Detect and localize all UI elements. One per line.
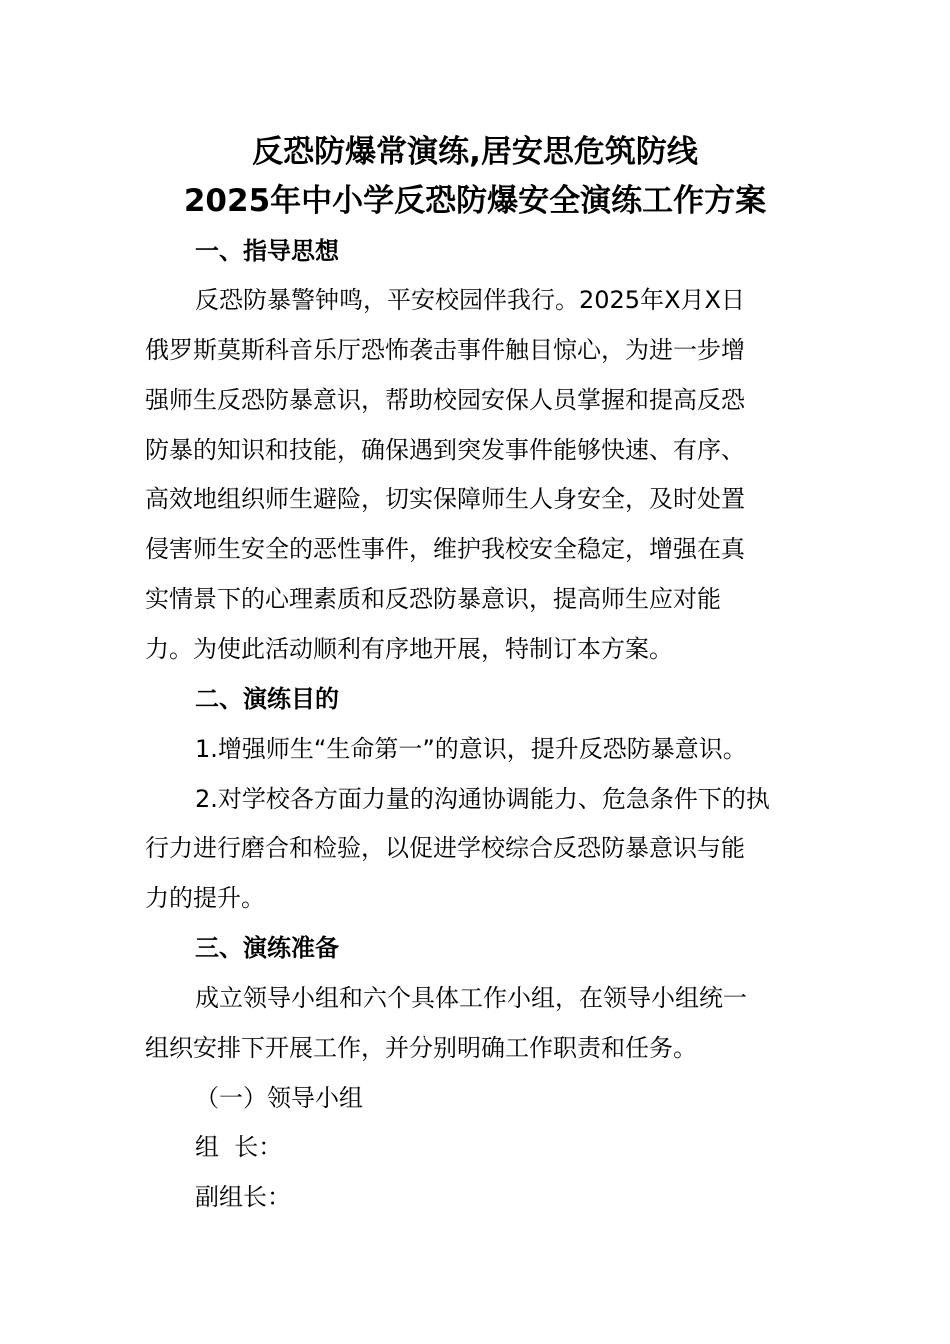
- section-2-heading: 二、演练目的: [195, 685, 339, 713]
- section-3-subheading: （一）领导小组: [195, 1084, 363, 1112]
- section-1-heading: 一、指导思想: [195, 237, 339, 265]
- section-1-text-line: 防暴的知识和技能，确保遇到突发事件能够快速、有序、: [145, 436, 745, 464]
- section-3-heading: 三、演练准备: [195, 934, 339, 962]
- section-1-text-line: 实情景下的心理素质和反恐防暴意识，提高师生应对能: [145, 585, 721, 613]
- section-3-text-line: 组织安排下开展工作，并分别明确工作职责和任务。: [145, 1034, 697, 1062]
- document-title-line-1: 反恐防爆常演练,居安思危筑防线: [252, 134, 698, 170]
- section-2-item-2-line: 力的提升。: [145, 884, 265, 912]
- section-2-item-2-line: 2.对学校各方面力量的沟通协调能力、危急条件下的执: [195, 785, 770, 813]
- section-3-text-line: 成立领导小组和六个具体工作小组，在领导小组统一: [195, 984, 747, 1012]
- section-2-item-1: 1.增强师生“生命第一”的意识，提升反恐防暴意识。: [195, 735, 747, 763]
- section-1-text-line: 强师生反恐防暴意识，帮助校园安保人员掌握和提高反恐: [145, 386, 745, 414]
- deputy-leader-label: 副组长：: [195, 1183, 291, 1211]
- section-1-text-line: 俄罗斯莫斯科音乐厅恐怖袭击事件触目惊心，为进一步增: [145, 336, 745, 364]
- leader-label: 组 长：: [195, 1133, 283, 1161]
- section-1-text-line: 高效地组织师生避险，切实保障师生人身安全，及时处置: [145, 485, 745, 513]
- section-2-item-2-line: 行力进行磨合和检验，以促进学校综合反恐防暴意识与能: [145, 834, 745, 862]
- section-1-text-line: 侵害师生安全的恶性事件，维护我校安全稳定，增强在真: [145, 535, 745, 563]
- section-1-text-line: 力。为使此活动顺利有序地开展，特制订本方案。: [145, 635, 673, 663]
- section-1-text-line: 反恐防暴警钟鸣，平安校园伴我行。2025年X月X日: [195, 286, 745, 314]
- document-title-line-2: 2025年中小学反恐防爆安全演练工作方案: [183, 183, 767, 219]
